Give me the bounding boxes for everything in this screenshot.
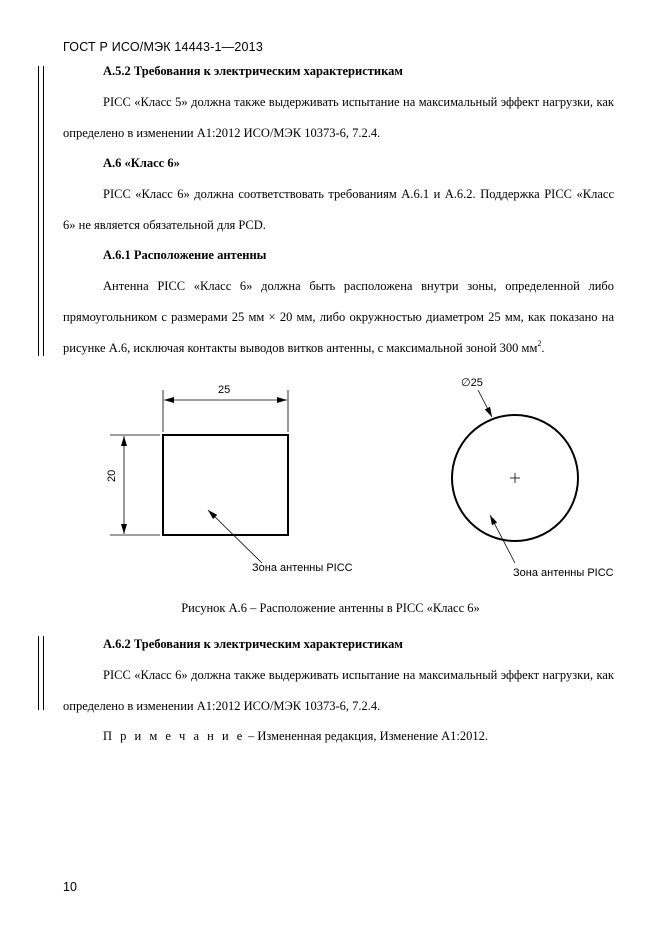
page-number: 10 — [63, 880, 77, 894]
section-a61-text — [63, 271, 614, 364]
figure-a6 — [0, 370, 661, 590]
section-a62-text: PICC «Класс 6» должна также выдерживать испытание на максимальный эффект нагрузки, как определено в изменении А1:2012 ИСО/МЭК 10373-6, 7.2.4. — [63, 668, 614, 713]
rect-height-label: 20 — [106, 469, 118, 482]
note — [63, 721, 614, 752]
change-bar — [38, 66, 44, 356]
section-a52-text: PICC «Класс 5» должна также выдерживать испытание на максимальный эффект нагрузки, как определено в изменении А1:2012 ИСО/МЭК 10373-6, 7.2.4. — [63, 95, 614, 140]
page-header: ГОСТ Р ИСО/МЭК 14443-1—2013 — [63, 40, 263, 54]
diameter-leader — [478, 390, 492, 417]
note-label: П р и м е ч а н и е — [103, 729, 245, 743]
rect-width-label: 25 — [218, 384, 231, 396]
section-a62-heading: А.6.2 Требования к электрическим характеристикам — [103, 637, 403, 651]
section-a61-text-end: . — [541, 341, 545, 355]
circle-diameter-label: ∅25 — [461, 377, 483, 389]
section-a6-heading: А.6 «Класс 6» — [103, 156, 180, 170]
rect-antenna-zone — [163, 435, 288, 535]
section-a52-heading: А.5.2 Требования к электрическим характеристикам — [103, 64, 403, 78]
rect-zone-label: Зона антенны PICC — [252, 562, 353, 574]
rect-zone-leader — [208, 510, 262, 563]
figure-caption: Рисунок А.6 – Расположение антенны в PICC «Класс 6» — [181, 601, 480, 615]
circle-zone-label: Зона антенны PICC — [513, 567, 614, 579]
figure-drawing — [0, 370, 661, 590]
circle-zone-leader — [490, 515, 515, 563]
section-a6-text: PICC «Класс 6» должна соответствовать требованиям А.6.1 и А.6.2. Поддержка PICC «Класс 6» не является обязательной для PCD. — [63, 187, 614, 232]
section-a61-text-body: Антенна PICC «Класс 6» должна быть расположена внутри зоны, определенной либо прямоугольником с размерами 25 мм × 20 мм, либо окружностью диаметром 25 мм, как показано на рисунке А.6, исключая контакты выводов витков антенны, с максимальной зоной 300 мм — [63, 279, 614, 355]
superscript-squared: 2 — [537, 339, 542, 348]
section-a61-heading: А.6.1 Расположение антенны — [103, 248, 267, 262]
change-bar — [38, 636, 44, 710]
note-text: – Измененная редакция, Изменение А1:2012. — [244, 729, 489, 743]
